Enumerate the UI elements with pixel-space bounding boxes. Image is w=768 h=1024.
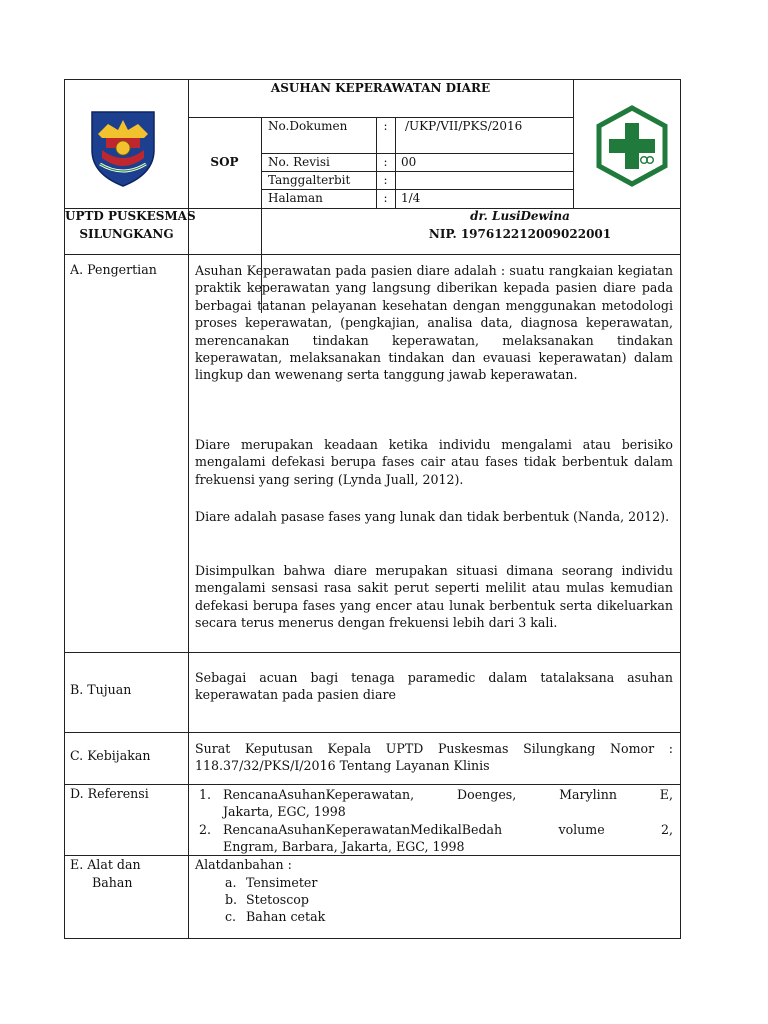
alat-item-bahan-cetak: Bahan cetak	[246, 909, 326, 924]
puskesmas-cross-logo-icon	[595, 105, 669, 187]
pengertian-paragraph-1: Asuhan Keperawatan pada pasien diare adalah : suatu rangkaian kegiatan praktik keperawatan yang langsung diberikan kepada pasien diare pada berbagai tatanan pelayanan kesehatan dengan menggunakan metodologi proses keperawatan, (pengkajian, analisa data, diagnosa keperawatan, merencanakan tindakan keperawatan, melaksanakan tindakan keperawatan, melaksanakan tindakan dan evauasi keperawatan) dalam lingkup dan wewenang serta tanggung jawab keperawatan.	[195, 263, 673, 383]
grid-line	[573, 80, 574, 208]
section-label-alat-line2: Bahan	[92, 875, 133, 890]
referensi-line2: Jakarta, EGC, 1998	[223, 804, 346, 820]
field-value-halaman: 1/4	[401, 191, 421, 205]
kebijakan-text: Surat Keputusan Kepala UPTD Puskesmas Silungkang Nomor : 118.37/32/PKS/I/2016 Tentang Layanan Klinis	[195, 741, 673, 774]
field-label-halaman: Halaman	[268, 191, 323, 205]
list-item	[195, 821, 673, 856]
list-letter: b.	[225, 892, 238, 907]
field-label-no-dokumen: No.Dokumen	[268, 119, 348, 133]
list-item	[195, 786, 673, 821]
grid-line	[395, 117, 396, 208]
field-sep: :	[383, 155, 388, 169]
list-letter: c.	[225, 909, 237, 924]
referensi-line2: Engram, Barbara, Jakarta, EGC, 1998	[223, 839, 465, 855]
section-label-tujuan: B. Tujuan	[70, 682, 132, 697]
grid-line	[65, 652, 680, 653]
tujuan-text: Sebagai acuan bagi tenaga paramedic dalam tatalaksana asuhan keperawatan pada pasien diare	[195, 670, 673, 703]
org-name-line2: SILUNGKANG	[79, 227, 174, 241]
org-name-line1: UPTD PUSKESMAS	[65, 209, 196, 223]
section-label-pengertian: A. Pengertian	[70, 262, 157, 277]
field-sep: :	[383, 191, 388, 205]
sop-document	[64, 79, 681, 939]
field-value-no-dokumen: /UKP/VII/PKS/2016	[405, 119, 523, 133]
alat-item-stetoscop: Stetoscop	[246, 892, 309, 907]
section-label-kebijakan: C. Kebijakan	[70, 748, 151, 763]
grid-line	[65, 254, 680, 255]
alat-heading: Alatdanbahan :	[195, 857, 292, 872]
referensi-line1: RencanaAsuhanKeperawatan, Doenges, Marylinn E,	[223, 787, 673, 802]
signer-name: dr. LusiDewina	[470, 209, 570, 223]
grid-line	[188, 254, 189, 938]
regency-crest-icon	[88, 108, 158, 188]
grid-line	[65, 732, 680, 733]
signer-nip: NIP. 197612212009022001	[428, 227, 612, 241]
document-title: ASUHAN KEPERAWATAN DIARE	[270, 81, 491, 95]
list-number: 1.	[199, 787, 212, 802]
alat-item-tensimeter: Tensimeter	[246, 875, 318, 890]
field-sep: :	[383, 119, 388, 133]
sop-label: SOP	[210, 155, 239, 169]
field-sep: :	[383, 173, 388, 187]
pengertian-paragraph-4: Disimpulkan bahwa diare merupakan situasi dimana seorang individu mengalami sensasi rasa sakit perut seperti melilit atau mulas kemudian defekasi berupa fases yang encer atau lunak berbentuk serta dikeluarkan secara terus menerus dengan frekuensi lebih dari 3 kali.	[195, 563, 673, 631]
pengertian-paragraph-2: Diare merupakan keadaan ketika individu mengalami atau berisiko mengalami defekasi berupa fases cair atau fases tidak berbentuk dalam frekuensi yang sering (Lynda Juall, 2012).	[195, 437, 673, 487]
list-letter: a.	[225, 875, 237, 890]
section-label-referensi: D. Referensi	[70, 786, 149, 801]
pengertian-paragraph-3: Diare adalah pasase fases yang lunak dan tidak berbentuk (Nanda, 2012).	[195, 509, 670, 524]
referensi-line1: RencanaAsuhanKeperawatanMedikalBedah volume 2,	[223, 821, 673, 837]
field-label-tanggal-terbit: Tanggalterbit	[268, 173, 351, 187]
list-number: 2.	[199, 821, 212, 837]
section-label-alat-line1: E. Alat dan	[70, 857, 141, 872]
grid-line	[65, 784, 680, 785]
field-value-no-revisi: 00	[401, 155, 417, 169]
referensi-list	[195, 786, 673, 856]
field-label-no-revisi: No. Revisi	[268, 155, 330, 169]
